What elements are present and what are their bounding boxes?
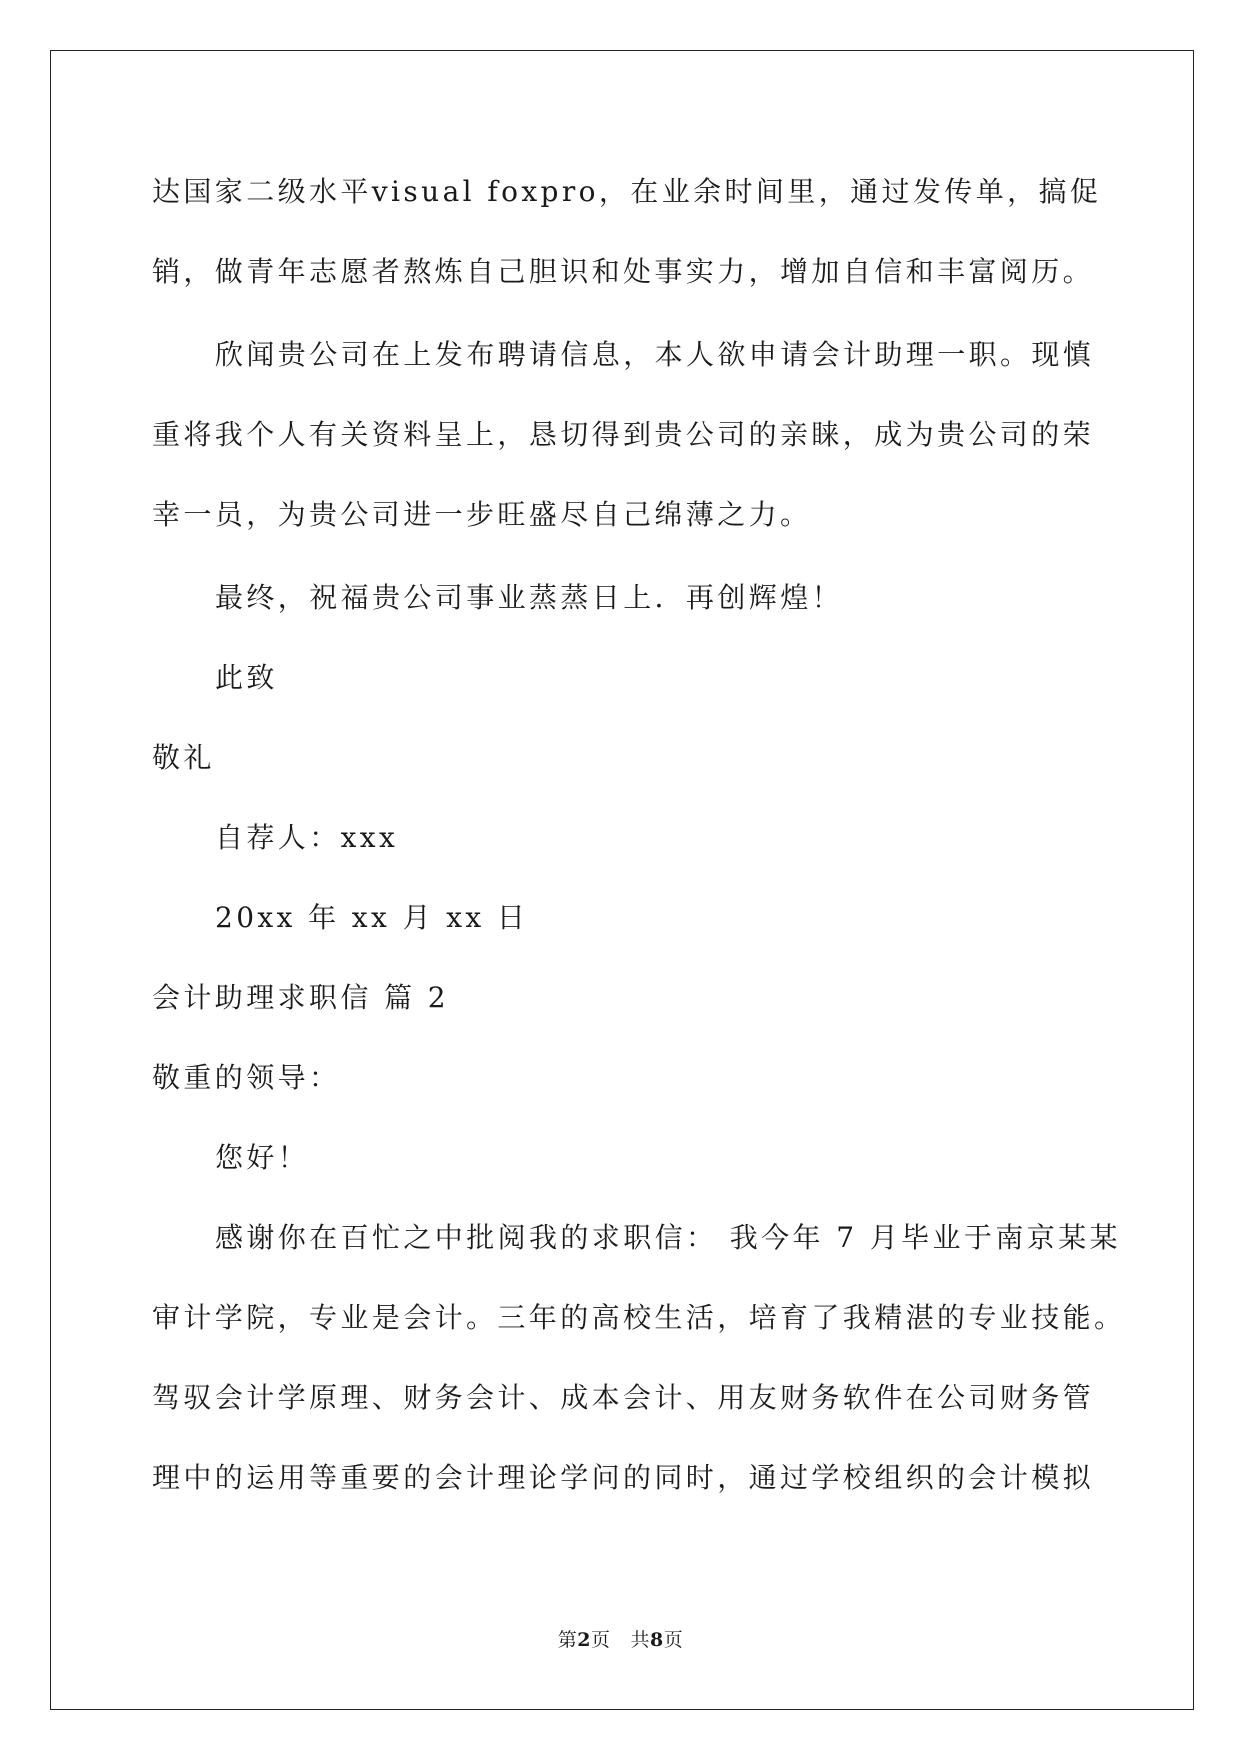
footer-prefix: 第 xyxy=(557,1629,578,1651)
body-text-line: 审计学院，专业是会计。三年的高校生活，培育了我精湛的专业技能。 xyxy=(152,1301,1126,1334)
page-footer xyxy=(0,1628,1241,1652)
body-text-line: 幸一员，为贵公司进一步旺盛尽自己绵薄之力。 xyxy=(152,498,812,531)
paragraph-start-line: 感谢你在百忙之中批阅我的求职信： 我今年 7 月毕业于南京某某 xyxy=(215,1221,1121,1254)
greeting-recipient: 敬重的领导： xyxy=(152,1061,341,1094)
body-text-line: 理中的运用等重要的会计理论学问的同时，通过学校组织的会计模拟 xyxy=(152,1461,1095,1494)
body-text-line: 重将我个人有关资料呈上，恳切得到贵公司的亲睐，成为贵公司的荣 xyxy=(152,418,1095,451)
body-text-line: 达国家二级水平visual foxpro，在业余时间里，通过发传单，搞促 xyxy=(152,175,1102,208)
body-text-line: 销，做青年志愿者熬炼自己胆识和处事实力，增加自信和丰富阅历。 xyxy=(152,255,1095,288)
footer-total-prefix: 共 xyxy=(630,1629,651,1651)
footer-page-suffix: 页 xyxy=(590,1629,611,1651)
signature: 自荐人：xxx xyxy=(215,821,399,854)
section-heading: 会计助理求职信 篇 2 xyxy=(152,981,450,1014)
body-text-line: 驾驭会计学原理、财务会计、成本会计、用友财务软件在公司财务管 xyxy=(152,1381,1095,1414)
salutation-jing-li: 敬礼 xyxy=(152,741,215,774)
footer-page-number: 2 xyxy=(577,1629,591,1651)
footer-total-suffix: 页 xyxy=(663,1629,684,1651)
greeting-hello: 您好！ xyxy=(215,1141,310,1174)
paragraph-start-line: 欣闻贵公司在上发布聘请信息，本人欲申请会计助理一职。现慎 xyxy=(215,338,1095,371)
date-line: 20xx 年 xx 月 xx 日 xyxy=(215,901,529,934)
salutation-ci-zhi: 此致 xyxy=(215,661,278,694)
closing-wish: 最终，祝福贵公司事业蒸蒸日上．再创辉煌！ xyxy=(215,581,844,614)
footer-total-pages: 8 xyxy=(650,1629,664,1651)
